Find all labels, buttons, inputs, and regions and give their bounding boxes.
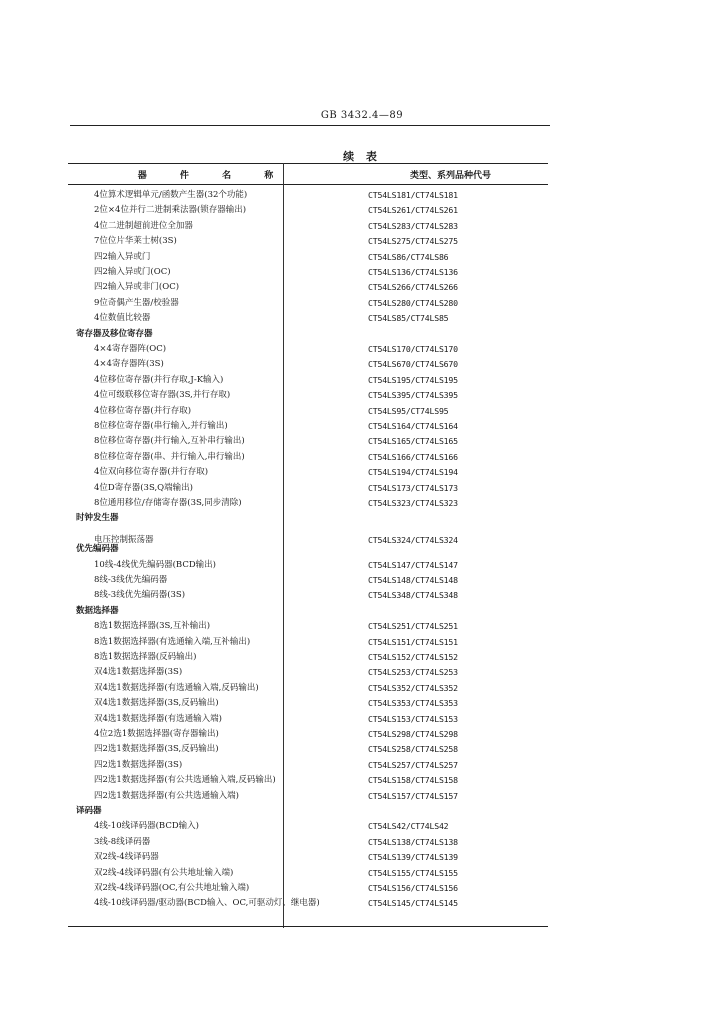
device-name: 四2输入异或非门(OC) (94, 282, 180, 293)
table-row (68, 696, 548, 710)
table-row (68, 850, 548, 864)
type-code: CT54LS158/CT74LS158 (368, 775, 458, 786)
device-name: 8选1数据选择器(有选通输入端,互补输出) (94, 636, 251, 647)
device-name: 8位移位寄存器(并行输入,互补串行输出) (94, 436, 245, 447)
column-divider (283, 163, 284, 928)
type-code: CT54LS395/CT74LS395 (368, 390, 458, 401)
table-row (68, 758, 548, 772)
table-row (68, 404, 548, 418)
table-row (68, 558, 548, 572)
category-row (68, 804, 548, 818)
category-row (68, 327, 548, 341)
type-code: CT54LS170/CT74LS170 (368, 344, 458, 354)
category-row (68, 542, 548, 556)
table-bottom-rule (68, 926, 548, 927)
device-name: 4位算术逻辑单元/函数产生器(32个功能) (94, 190, 248, 200)
device-name: 8选1数据选择器(反码输出) (94, 652, 197, 662)
device-name: 双2线-4线译码器 (94, 852, 159, 863)
device-name: 4位2选1数据选择器(寄存器输出) (94, 729, 219, 739)
device-name: 双4选1数据选择器(3S) (94, 667, 183, 678)
table-row (68, 188, 548, 202)
table-row (68, 280, 548, 294)
device-name: 双4选1数据选择器(有选通输入端) (94, 713, 222, 724)
column-header-type-code: 类型、系列品种代号 (409, 171, 491, 181)
table-body (68, 185, 548, 928)
type-code: CT54LS261/CT74LS261 (368, 205, 458, 216)
table-row (68, 450, 548, 464)
device-name: 8位通用移位/存储寄存器(3S,同步清除) (94, 498, 242, 508)
device-name: 4位数值比较器 (94, 313, 151, 324)
device-name: 4线-10线译码器(BCD输入) (94, 821, 199, 832)
device-name: 四2选1数据选择器(3S,反码输出) (94, 744, 219, 755)
table-row (68, 311, 548, 325)
table-row (68, 681, 548, 695)
type-code: CT54LS195/CT74LS195 (368, 374, 458, 385)
device-name: 4×4寄存器阵(OC) (94, 344, 167, 354)
device-name: 4位双向移位寄存器(并行存取) (94, 467, 209, 478)
table-row (68, 388, 548, 402)
table-row (68, 727, 548, 741)
table-row (68, 496, 548, 510)
type-code: CT54LS324/CT74LS324 (368, 534, 458, 545)
device-name: 3线-8线译码器 (94, 836, 151, 847)
type-code: CT54LS251/CT74LS251 (368, 621, 458, 632)
device-name: 4位二进制超前进位全加器 (94, 220, 193, 231)
type-code: CT54LS173/CT74LS173 (368, 482, 458, 493)
type-code: CT54LS165/CT74LS165 (368, 436, 458, 447)
table-row (68, 465, 548, 479)
type-code: CT54LS85/CT74LS85 (368, 313, 449, 324)
table-row (68, 234, 548, 248)
type-code: CT54LS42/CT74LS42 (368, 821, 449, 832)
device-name: 双2线-4线译码器(OC,有公共地址输入端) (94, 883, 250, 893)
type-code: CT54LS257/CT74LS257 (368, 759, 458, 770)
type-code: CT54LS280/CT74LS280 (368, 297, 458, 308)
type-code: CT54LS181/CT74LS181 (368, 190, 458, 200)
device-name: 4位移位寄存器(并行存取) (94, 405, 192, 416)
table-row (68, 665, 548, 679)
device-name: 4位移位寄存器(并行存取,J-K输入) (94, 374, 224, 385)
table-row (68, 573, 548, 587)
type-code: CT54LS164/CT74LS164 (368, 421, 458, 431)
table-row (68, 419, 548, 433)
type-code: CT54LS157/CT74LS157 (368, 790, 458, 801)
table-row (68, 650, 548, 664)
table-title: 续 表 (343, 150, 381, 163)
table-row (68, 881, 548, 895)
category-label: 数据选择器 (76, 605, 119, 616)
type-code: CT54LS145/CT74LS145 (368, 898, 458, 909)
table-row (68, 773, 548, 787)
category-row (68, 511, 548, 525)
type-code: CT54LS148/CT74LS148 (368, 575, 458, 585)
device-name: 8线-3线优先编码器(3S) (94, 590, 186, 601)
type-code: CT54LS166/CT74LS166 (368, 451, 458, 462)
type-code: CT54LS298/CT74LS298 (368, 729, 458, 739)
type-code: CT54LS86/CT74LS86 (368, 251, 449, 262)
type-code: CT54LS253/CT74LS253 (368, 667, 458, 678)
table-row (68, 481, 548, 495)
type-code: CT54LS323/CT74LS323 (368, 498, 458, 508)
type-code: CT54LS283/CT74LS283 (368, 220, 458, 231)
device-name: 9位奇偶产生器/校验器 (94, 297, 179, 308)
type-code: CT54LS348/CT74LS348 (368, 590, 458, 601)
type-code: CT54LS139/CT74LS139 (368, 852, 458, 863)
table-row (68, 250, 548, 264)
type-code: CT54LS147/CT74LS147 (368, 559, 458, 570)
device-name: 8位移位寄存器(串行输入,并行输出) (94, 421, 228, 431)
header-rule (70, 125, 550, 126)
type-code: CT54LS258/CT74LS258 (368, 744, 458, 755)
table-row (68, 265, 548, 279)
type-code: CT54LS136/CT74LS136 (368, 267, 458, 277)
table-row (68, 866, 548, 880)
table-row (68, 219, 548, 233)
table-header (68, 163, 548, 185)
table-row (68, 712, 548, 726)
table-row (68, 635, 548, 649)
table-row (68, 357, 548, 371)
table-row (68, 742, 548, 756)
category-label: 译码器 (76, 806, 102, 816)
device-name: 双4选1数据选择器(有选通输入端,反码输出) (94, 682, 259, 693)
device-name: 7位位片华莱士树(3S) (94, 236, 177, 247)
table-row (68, 819, 548, 833)
type-code: CT54LS670/CT74LS670 (368, 359, 458, 370)
table-row (68, 896, 548, 910)
device-name: 10线-4线优先编码器(BCD输出) (94, 559, 216, 570)
standard-code-header: GB 3432.4—89 (320, 110, 404, 121)
type-code: CT54LS138/CT74LS138 (368, 836, 458, 847)
type-code: CT54LS155/CT74LS155 (368, 867, 458, 878)
device-name: 四2选1数据选择器(有公共选通输入端,反码输出) (94, 775, 276, 786)
device-name: 4×4寄存器阵(3S) (94, 359, 164, 370)
table-row (68, 296, 548, 310)
type-code: CT54LS353/CT74LS353 (368, 698, 458, 709)
device-name: 四2选1数据选择器(有公共选通输入端) (94, 790, 239, 801)
device-name: 8线-3线优先编码器 (94, 575, 168, 585)
table-row (68, 619, 548, 633)
device-name: 双2线-4线译码器(有公共地址输入端) (94, 867, 234, 878)
device-name: 四2选1数据选择器(3S) (94, 759, 183, 770)
table-row (68, 373, 548, 387)
type-code: CT54LS156/CT74LS156 (368, 883, 458, 893)
type-code: CT54LS352/CT74LS352 (368, 682, 458, 693)
column-header-device-name: 器 件 名 称 (137, 171, 282, 181)
device-name: 4位D寄存器(3S,Q端输出) (94, 482, 193, 493)
type-code: CT54LS275/CT74LS275 (368, 236, 458, 247)
device-name: 8位移位寄存器(串、并行输入,串行输出) (94, 451, 245, 462)
device-name: 四2输入异或门(OC) (94, 267, 171, 277)
device-name: 2位×4位并行二进制乘法器(锁存器输出) (94, 205, 247, 216)
device-name: 8选1数据选择器(3S,互补输出) (94, 621, 211, 632)
type-code: CT54LS151/CT74LS151 (368, 636, 458, 647)
type-code: CT54LS95/CT74LS95 (368, 405, 449, 416)
category-label: 时钟发生器 (76, 513, 119, 524)
table-row (68, 588, 548, 602)
category-row (68, 604, 548, 618)
device-name: 四2输入异或门 (94, 251, 151, 262)
type-code: CT54LS153/CT74LS153 (368, 713, 458, 724)
table-row (68, 342, 548, 356)
device-name: 电压控制振荡器 (94, 534, 154, 545)
device-name: 双4选1数据选择器(3S,反码输出) (94, 698, 219, 709)
type-code: CT54LS194/CT74LS194 (368, 467, 458, 478)
category-label: 优先编码器 (76, 544, 119, 555)
table-row (68, 434, 548, 448)
table-row (68, 835, 548, 849)
type-code: CT54LS266/CT74LS266 (368, 282, 458, 293)
type-code: CT54LS152/CT74LS152 (368, 652, 458, 662)
device-name: 4位可级联移位寄存器(3S,并行存取) (94, 390, 231, 401)
category-label: 寄存器及移位寄存器 (76, 328, 153, 339)
device-name: 4线-10线译码器/驱动器(BCD输入、OC,可驱动灯、继电器) (94, 898, 320, 909)
table-row (68, 203, 548, 217)
device-table (68, 163, 548, 928)
table-row (68, 789, 548, 803)
